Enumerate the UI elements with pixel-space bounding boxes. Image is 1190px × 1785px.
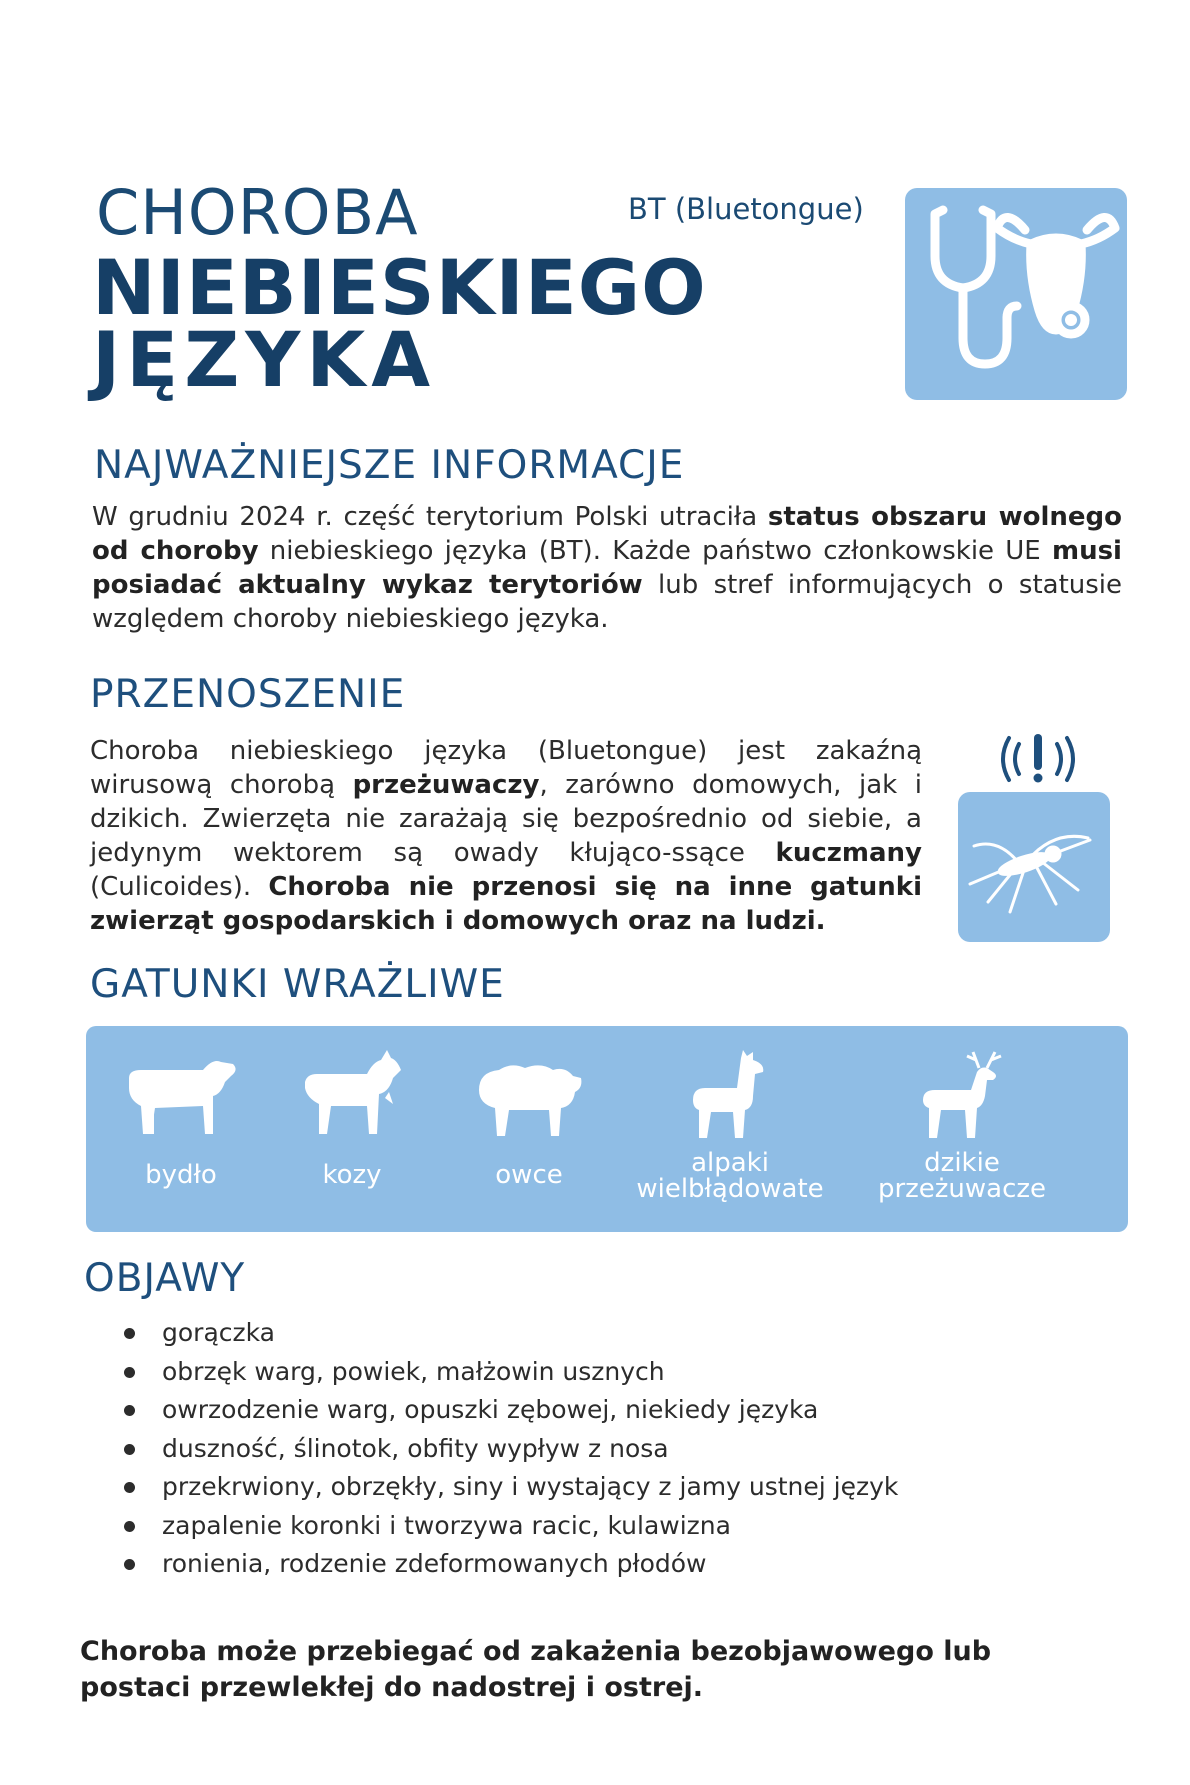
sheep-icon [469, 1048, 589, 1148]
list-item: gorączka [162, 1318, 1062, 1357]
species-label-2: przeżuwacze [877, 1174, 1047, 1204]
vet-cow-stethoscope-icon [905, 188, 1127, 400]
species-label: dzikie [924, 1148, 1000, 1178]
species-alpaca [630, 1048, 830, 1202]
title-line-3: JĘZYKA [92, 315, 437, 404]
list-item: duszność, ślinotok, obfity wypływ z nosa [162, 1434, 1062, 1473]
list-item: zapalenie koronki i tworzywa racic, kulawizna [162, 1511, 1062, 1550]
list-item: obrzęk warg, powiek, małżowin usznych [162, 1357, 1062, 1396]
symptoms-list [162, 1318, 1062, 1588]
list-item: ronienia, rodzenie zdeformowanych płodów [162, 1549, 1062, 1588]
heading-info: NAJWAŻNIEJSZE INFORMACJE [94, 443, 685, 488]
transmission-paragraph: Choroba niebieskiego języka (Bluetongue) jest zakaźną wirusową chorobą przeżuwaczy, zarówno domowych, jak i dzikich. Zwierzęta nie zarażają się bezpośrednio od siebie, a jedynym wektorem są owady kłująco-ssące kuczmany (Culicoides). Choroba nie przenosi się na inne gatunki zwierząt gospodarskich i domowych oraz na ludzi. [90, 736, 922, 936]
species-band [86, 1026, 1128, 1232]
alert-signal-icon [995, 728, 1081, 790]
species-goat [292, 1048, 412, 1188]
alpaca-icon [675, 1048, 785, 1148]
heading-symptoms: OBJAWY [84, 1256, 246, 1301]
species-label: owce [495, 1160, 563, 1190]
species-sheep [464, 1048, 594, 1188]
species-label: bydło [145, 1160, 217, 1190]
mosquito-icon [958, 792, 1110, 942]
deer-icon [907, 1048, 1017, 1148]
subtitle: BT (Bluetongue) [628, 192, 864, 226]
heading-species: GATUNKI WRAŻLIWE [90, 962, 505, 1007]
heading-transmission: PRZENOSZENIE [90, 672, 406, 717]
list-item: owrzodzenie warg, opuszki zębowej, niekiedy języka [162, 1395, 1062, 1434]
title-line-1: CHOROBA [96, 176, 419, 249]
species-cow [116, 1048, 246, 1188]
info-paragraph: W grudniu 2024 r. część terytorium Polski utraciła status obszaru wolnego od choroby niebieskiego języka (BT). Każde państwo członkowskie UE musi posiadać aktualny wykaz terytoriów lub stref informujących o statusie względem choroby niebieskiego języka. [92, 502, 1123, 634]
closing-statement: Choroba może przebiegać od zakażenia bezobjawowego lub postaci przewlekłej do nadostrej i ostrej. [80, 1636, 992, 1703]
title-line-2: NIEBIESKIEGO [92, 243, 707, 332]
goat-icon [297, 1048, 407, 1148]
species-deer [862, 1048, 1062, 1202]
cow-icon [121, 1048, 241, 1148]
list-item: przekrwiony, obrzękły, siny i wystający z jamy ustnej język [162, 1472, 1062, 1511]
species-label-2: wielbłądowate [636, 1174, 824, 1204]
species-label: alpaki [691, 1148, 769, 1178]
species-label: kozy [322, 1160, 382, 1190]
